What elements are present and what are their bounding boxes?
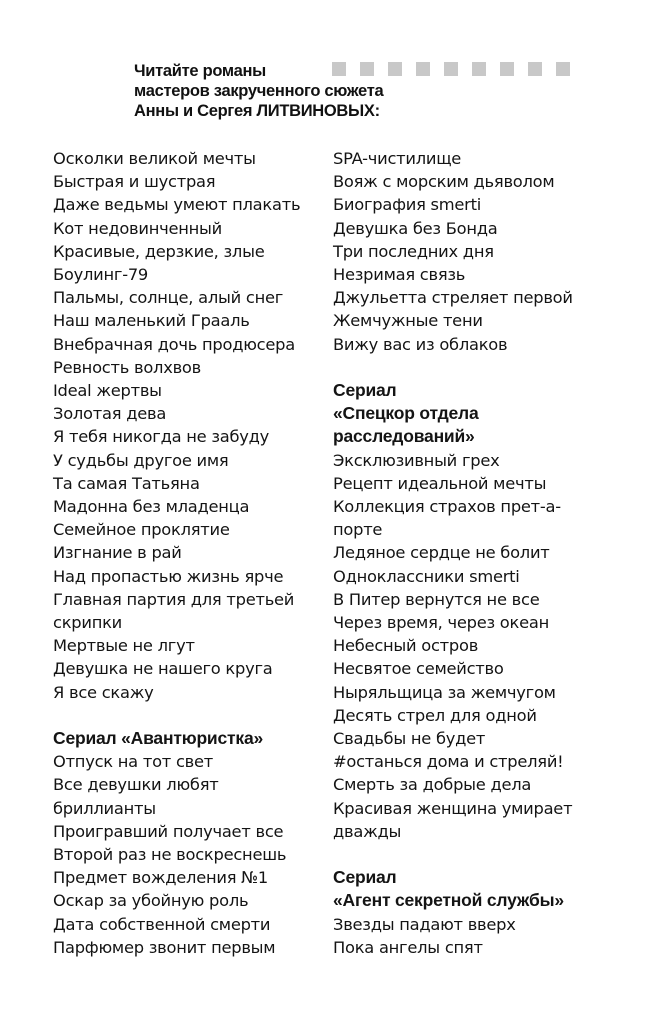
book-title: Через время, через океан (333, 613, 549, 633)
square-decoration (332, 62, 346, 76)
square-decoration (556, 62, 570, 76)
book-title: Красивая женщина умирает (333, 798, 573, 818)
book-title: Внебрачная дочь продюсера (53, 334, 295, 354)
square-decoration (528, 62, 542, 76)
book-title: #останься дома и стреляй! (333, 752, 564, 772)
book-list (333, 147, 623, 356)
book-title: Жемчужные тени (333, 311, 483, 331)
book-title: Свадьбы не будет (333, 729, 486, 749)
book-title: Несвятое семейство (333, 659, 504, 679)
book-title: Кот недовинченный (53, 218, 222, 238)
book-title: Даже ведьмы умеют плакать (53, 195, 301, 215)
book-title: Ideal жертвы (53, 381, 162, 401)
book-title: бриллианты (53, 798, 156, 818)
square-decoration (388, 62, 402, 76)
book-title: Вижу вас из облаков (333, 334, 508, 354)
book-list (53, 147, 323, 704)
book-title: Я тебя никогда не забуду (53, 427, 270, 447)
header-line: мастеров закрученного сюжета (134, 82, 384, 100)
book-title: Семейное проклятие (53, 520, 230, 540)
book-title: Небесный остров (333, 636, 479, 656)
book-title: Я все скажу (53, 682, 154, 702)
book-title: Второй раз не воскреснешь (53, 845, 287, 865)
square-decoration (444, 62, 458, 76)
book-title: У судьбы другое имя (53, 450, 229, 470)
series-heading: расследований» (333, 426, 475, 447)
book-title: Быстрая и шустрая (53, 172, 216, 192)
book-title: Пальмы, солнце, алый снег (53, 288, 284, 308)
book-title: скрипки (53, 613, 123, 633)
header-line: Читайте романы (134, 62, 266, 80)
book-title: Джульетта стреляет первой (333, 288, 573, 308)
book-title: Рецепт идеальной мечты (333, 473, 547, 493)
book-title: Пока ангелы спят (333, 937, 483, 957)
square-decoration (500, 62, 514, 76)
spacer (333, 356, 623, 379)
book-title: Над пропастью жизнь ярче (53, 566, 284, 586)
series-avantyuristka (53, 727, 323, 959)
spacer (333, 843, 623, 866)
right-column (333, 147, 623, 959)
book-title: порте (333, 520, 383, 540)
book-title: Главная партия для третьей (53, 589, 295, 609)
book-title: Смерть за добрые дела (333, 775, 532, 795)
series-heading: «Спецкор отдела (333, 403, 479, 424)
book-title: Красивые, дерзкие, злые (53, 241, 265, 261)
book-title: Золотая дева (53, 404, 167, 424)
book-title: Проигравший получает все (53, 821, 284, 841)
book-title: Незримая связь (333, 265, 466, 285)
series-heading: Сериал (333, 380, 397, 401)
book-title: Биография smerti (333, 195, 482, 215)
book-title: Три последних дня (333, 241, 494, 261)
book-title: Боулинг-79 (53, 265, 149, 285)
book-title: Изгнание в рай (53, 543, 182, 563)
book-title: Вояж с морским дьяволом (333, 172, 555, 192)
square-decoration (416, 62, 430, 76)
book-title: Девушка без Бонда (333, 218, 498, 238)
book-title: Ныряльщица за жемчугом (333, 682, 556, 702)
book-title: Ревность волхвов (53, 357, 201, 377)
book-title: Девушка не нашего круга (53, 659, 273, 679)
book-title: Одноклассники smerti (333, 566, 520, 586)
book-title: Эксклюзивный грех (333, 450, 500, 470)
book-title: Все девушки любят (53, 775, 219, 795)
book-title: Ледяное сердце не болит (333, 543, 550, 563)
book-title: Осколки великой мечты (53, 149, 256, 168)
book-title: Дата собственной смерти (53, 914, 271, 934)
square-decoration (472, 62, 486, 76)
book-title: Звезды падают вверх (333, 914, 516, 934)
series-heading: Сериал (333, 867, 397, 888)
book-title: Мадонна без младенца (53, 497, 250, 517)
book-title: Парфюмер звонит первым (53, 937, 276, 957)
book-title: дважды (333, 821, 402, 841)
spacer (53, 704, 323, 727)
book-title: Оскар за убойную роль (53, 891, 249, 911)
book-title: Коллекция страхов прет-а- (333, 497, 561, 517)
book-title: Отпуск на тот свет (53, 752, 213, 772)
series-heading: «Агент секретной службы» (333, 890, 564, 911)
book-title: Десять стрел для одной (333, 705, 537, 725)
header-line: Анны и Сергея ЛИТВИНОВЫХ: (134, 102, 380, 120)
book-title: Наш маленький Грааль (53, 311, 250, 331)
book-title: Та самая Татьяна (53, 473, 200, 493)
series-agent (333, 866, 623, 959)
book-title: SPA-чистилище (333, 149, 462, 168)
series-spetskor (333, 379, 623, 843)
square-decoration (360, 62, 374, 76)
book-title: Мертвые не лгут (53, 636, 195, 656)
book-title: Предмет вожделения №1 (53, 868, 268, 888)
book-title: В Питер вернутся не все (333, 589, 540, 609)
left-column (53, 147, 323, 959)
series-heading: Сериал «Авантюристка» (53, 728, 264, 749)
